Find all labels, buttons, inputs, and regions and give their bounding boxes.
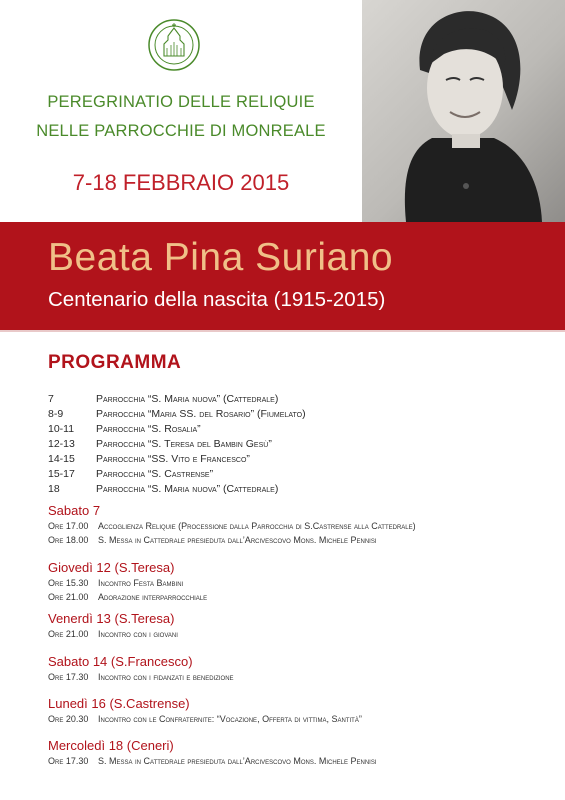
day-block-venerdi-13 — [48, 611, 548, 642]
program-title: PROGRAMMA — [48, 352, 182, 373]
day-block-giovedi-12 — [48, 560, 548, 604]
event-row — [48, 713, 548, 727]
parish-days: 15-17 — [48, 468, 75, 480]
day-heading: Sabato 14 (S.Francesco) — [48, 654, 193, 669]
parish-days: 10-11 — [48, 423, 75, 435]
parish-name: Parrocchia “S. Teresa del Bambin Gesù” — [96, 438, 272, 450]
event-time: Ore 21.00 — [48, 629, 89, 639]
list-item — [48, 482, 528, 497]
day-heading: Giovedì 12 (S.Teresa) — [48, 560, 175, 575]
parish-days: 8-9 — [48, 408, 64, 420]
event-row — [48, 628, 548, 642]
parish-days: 7 — [48, 393, 54, 405]
list-item — [48, 437, 528, 452]
parish-name: Parrocchia “S. Castrense” — [96, 468, 214, 480]
event-time: Ore 18.00 — [48, 534, 89, 545]
event-row — [48, 755, 548, 769]
parish-seal-icon — [147, 18, 201, 72]
day-heading: Mercoledì 18 (Ceneri) — [48, 738, 174, 753]
banner-subtitle: Centenario della nascita (1915-2015) — [48, 288, 386, 311]
event-text: Adorazione interparrocchiale — [98, 591, 208, 602]
day-block-mercoledi-18 — [48, 738, 548, 769]
parish-days: 14-15 — [48, 453, 75, 465]
event-text: Incontro con le Confraternite: “Vocazione, Offerta di vittima, Santità” — [98, 714, 362, 724]
event-time: Ore 21.00 — [48, 591, 89, 602]
event-time: Ore 17.00 — [48, 521, 89, 531]
day-block-sabato-7 — [48, 503, 548, 547]
event-row — [48, 534, 548, 548]
list-item — [48, 467, 528, 482]
event-row — [48, 577, 548, 591]
parish-name: Parrocchia “S. Maria nuova” (Cattedrale) — [96, 483, 279, 495]
event-row — [48, 591, 548, 605]
day-heading: Venerdì 13 (S.Teresa) — [48, 611, 175, 626]
event-time: Ore 15.30 — [48, 578, 89, 588]
event-row — [48, 520, 548, 534]
event-text: S. Messa in Cattedrale presieduta dall’Arcivescovo Mons. Michele Pennisi — [98, 534, 377, 545]
event-text: Accoglienza Reliquie (Processione dalla Parrocchia di S.Castrense alla Cattedrale) — [98, 521, 416, 531]
event-time: Ore 17.30 — [48, 672, 89, 682]
list-item — [48, 392, 528, 407]
portrait-image — [362, 0, 565, 222]
list-item — [48, 452, 528, 467]
event-time: Ore 20.30 — [48, 714, 89, 724]
day-heading: Sabato 7 — [48, 503, 101, 518]
event-row — [48, 671, 548, 685]
parish-schedule-list — [48, 392, 528, 497]
day-block-sabato-14 — [48, 654, 548, 685]
event-dates: 7-18 FEBBRAIO 2015 — [72, 170, 290, 195]
event-text: Incontro con i giovani — [98, 629, 178, 639]
banner-name: Beata Pina Suriano — [48, 236, 394, 279]
event-text: S. Messa in Cattedrale presieduta dall’Arcivescovo Mons. Michele Pennisi — [98, 756, 377, 766]
event-text: Incontro con i fidanzati e benedizione — [98, 672, 234, 682]
parish-name: Parrocchia “S. Maria nuova” (Cattedrale) — [96, 393, 279, 405]
parish-days: 18 — [48, 483, 60, 495]
parish-name: Parrocchia “S. Rosalia” — [96, 423, 201, 435]
day-heading: Lunedì 16 (S.Castrense) — [48, 696, 190, 711]
parish-days: 12-13 — [48, 438, 75, 450]
event-text: Incontro Festa Bambini — [98, 578, 184, 588]
parish-name: Parrocchia “SS. Vito e Francesco” — [96, 453, 250, 465]
event-time: Ore 17.30 — [48, 756, 89, 766]
portrait-photo — [362, 0, 565, 222]
list-item — [48, 407, 528, 422]
header-title-line2: NELLE PARROCCHIE DI MONREALE — [36, 122, 326, 140]
list-item — [48, 422, 528, 437]
day-block-lunedi-16 — [48, 696, 548, 727]
parish-name: Parrocchia “Maria SS. del Rosario” (Fiumelato) — [96, 408, 306, 420]
header-title-line1: PEREGRINATIO DELLE RELIQUIE — [47, 93, 315, 111]
